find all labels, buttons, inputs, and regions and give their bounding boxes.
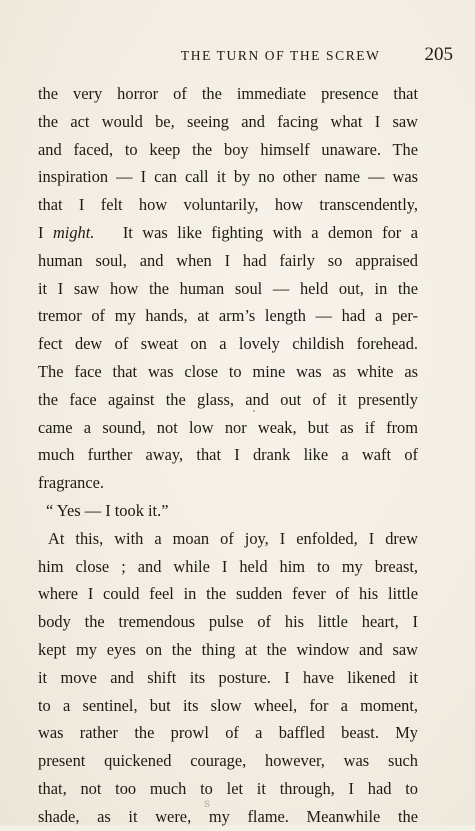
text-line: and faced, to keep the boy himself unaware. The bbox=[38, 139, 418, 159]
text-line: that I felt how voluntarily, how transcendently, bbox=[38, 195, 418, 215]
text-line: the very horror of the immediate presence that bbox=[38, 84, 418, 103]
page-number: 205 bbox=[424, 44, 453, 65]
text-line: that, not too much to let it through, I had to bbox=[38, 778, 418, 798]
footer-mark: s bbox=[204, 796, 211, 810]
line-prefix: I bbox=[38, 222, 44, 242]
text-line: it I saw how the human soul — held out, in the bbox=[38, 278, 418, 298]
body-text bbox=[38, 80, 418, 831]
running-title: THE TURN OF THE SCREW bbox=[180, 48, 381, 63]
text-line: where I could feel in the sudden fever of his little bbox=[38, 584, 418, 604]
text-line: it move and shift its posture. I have likened it bbox=[38, 667, 418, 687]
text-line: to a sentinel, but its slow wheel, for a moment, bbox=[38, 695, 418, 715]
text-line: The face that was close to mine was as white as bbox=[38, 361, 418, 381]
text-line: tremor of my hands, at arm’s length — had a per- bbox=[38, 306, 418, 326]
text-line: fragrance. bbox=[38, 473, 104, 493]
text-line: “ Yes — I took it.” bbox=[46, 500, 169, 520]
text-line: shade, as it were, my flame. Meanwhile the bbox=[38, 806, 418, 826]
text-line: body the tremendous pulse of his little heart, I bbox=[38, 612, 418, 632]
text-line: kept my eyes on the thing at the window and saw bbox=[38, 639, 418, 659]
running-head bbox=[38, 44, 453, 68]
text-line: came a sound, not low nor weak, but as if from bbox=[38, 417, 418, 437]
text-line: fect dew of sweat on a lovely childish forehead. bbox=[38, 334, 418, 354]
text-line: the act would be, seeing and facing what I saw bbox=[38, 111, 418, 131]
text-line: the face against the glass, and out of it presently bbox=[38, 389, 418, 409]
text-line: was rather the prowl of a baffled beast. My bbox=[38, 723, 418, 743]
text-line: present quickened courage, however, was such bbox=[38, 751, 418, 771]
emphasis-word: might. bbox=[52, 222, 95, 242]
text-line: human soul, and when I had fairly so appraised bbox=[38, 250, 418, 270]
text-line: inspiration — I can call it by no other name — was bbox=[38, 167, 418, 187]
text-line: him close ; and while I held him to my breast, bbox=[38, 556, 418, 576]
text-line-emphasis bbox=[38, 219, 418, 247]
paper-speck bbox=[253, 410, 255, 412]
text-line: At this, with a moan of joy, I enfolded, I drew bbox=[48, 528, 418, 548]
text-line: much further away, that I drank like a waft of bbox=[38, 445, 418, 465]
line-rest: It was like fighting with a demon for a bbox=[122, 222, 418, 242]
